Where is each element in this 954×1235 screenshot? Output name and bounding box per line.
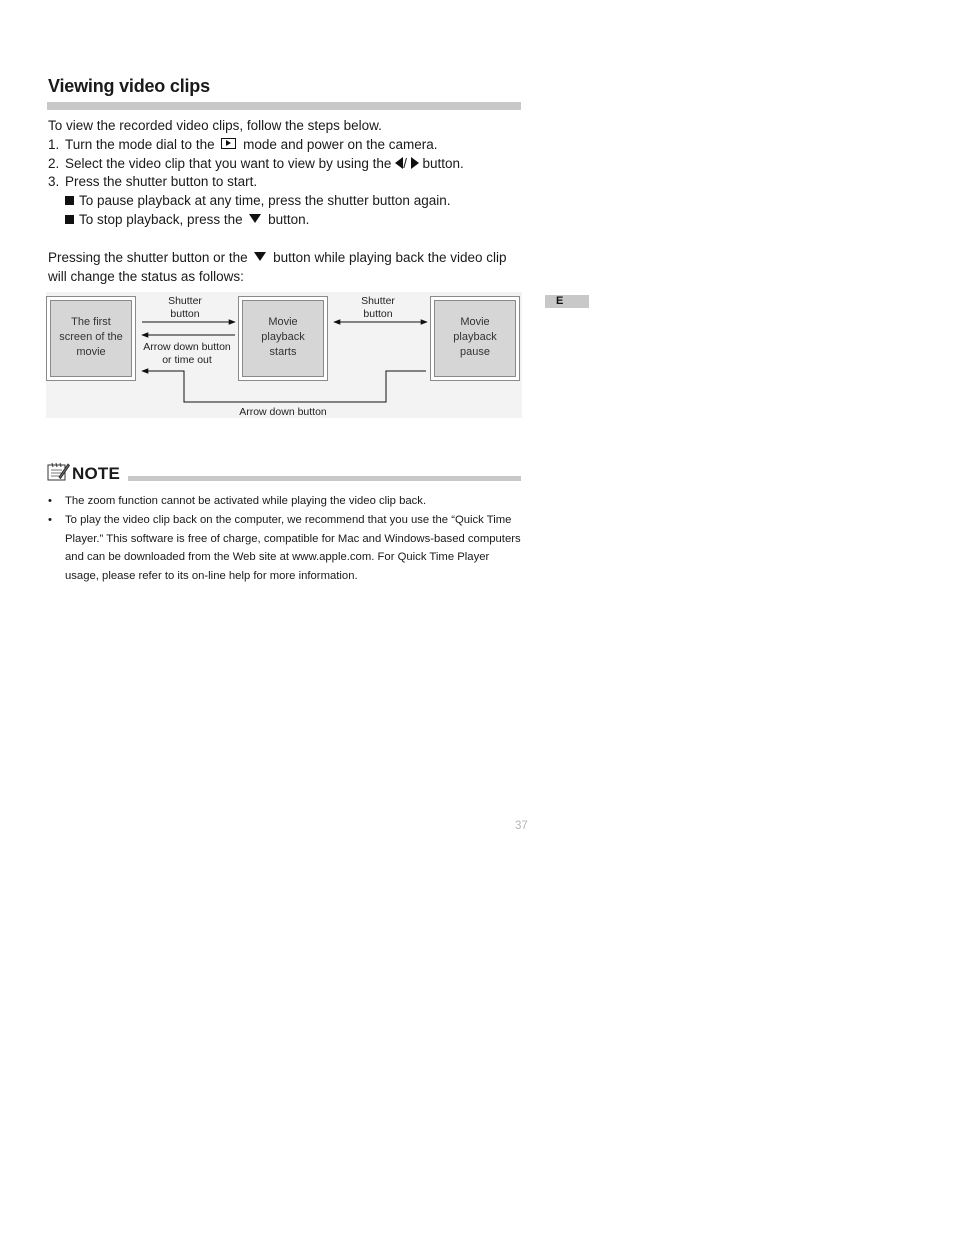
step-3 [48, 173, 528, 192]
arrow-label-back: Arrow down button [143, 341, 231, 353]
page-title: Viewing video clips [48, 76, 210, 96]
step-2 [48, 155, 528, 174]
playback-status-diagram [46, 292, 526, 422]
square-bullet-icon [65, 196, 74, 205]
state-label: pause [460, 346, 490, 358]
state-label: starts [269, 346, 297, 358]
substep-pause [48, 192, 528, 211]
status-paragraph [48, 248, 524, 286]
state-label: The first [71, 316, 111, 328]
note-divider-bar [128, 476, 521, 481]
status-text: button while playing back the video clip will change the status as follows: [48, 250, 507, 284]
state-label: playback [261, 331, 305, 343]
arrow-label-shutter: button [363, 308, 393, 320]
note-label: NOTE [72, 464, 121, 483]
state-label: screen of the [59, 331, 123, 343]
step-number: 3. [48, 174, 60, 190]
language-tab: E [545, 295, 589, 308]
arrow-label-back: or time out [162, 354, 212, 366]
step-text: button. [422, 155, 464, 171]
state-label: movie [76, 346, 106, 358]
list-item: • To play the video clip back on the computer, we recommend that you use the “Quick Time Player.” This software is free of charge, compatible for Mac and Windows-based computers and can be downloaded from the Web site at www.apple.com. For Quick Time Player usage, please refer to its on-line help for more information. [48, 511, 524, 586]
playback-icon [221, 138, 236, 149]
arrow-label-shutter: button [170, 308, 200, 320]
state-box-first-screen [47, 297, 136, 381]
step-number: 1. [48, 136, 60, 152]
state-box-playback-starts [239, 297, 328, 381]
step-text: Select the video clip that you want to view by using the [65, 155, 392, 171]
arrow-label-bottom: Arrow down button [239, 406, 327, 418]
title-divider-bar [47, 102, 521, 110]
substep-stop [48, 211, 528, 230]
status-text: Pressing the shutter button or the [48, 250, 248, 265]
substep-text: To pause playback at any time, press the shutter button again. [79, 193, 451, 209]
step-number: 2. [48, 155, 60, 171]
step-text: mode and power on the camera. [243, 136, 438, 152]
note-pad-icon [46, 460, 70, 482]
list-item: • The zoom function cannot be activated while playing the video clip back. [48, 492, 524, 511]
state-label: playback [453, 331, 497, 343]
state-label: Movie [268, 316, 298, 328]
separator: / [403, 155, 407, 171]
step-1 [48, 136, 528, 155]
down-arrow-icon [254, 252, 266, 261]
note-header [46, 460, 522, 484]
down-arrow-icon [249, 214, 261, 223]
step-text: Turn the mode dial to the [65, 136, 215, 152]
state-box-playback-pause [431, 297, 520, 381]
page-number: 37 [515, 820, 528, 832]
state-label: Movie [460, 316, 490, 328]
arrow-label-shutter: Shutter [168, 295, 202, 307]
right-arrow-icon [411, 157, 419, 169]
note-list [48, 492, 524, 586]
substep-text: button. [268, 211, 310, 227]
instructions [48, 117, 528, 230]
square-bullet-icon [65, 215, 74, 224]
arrow-label-shutter: Shutter [361, 295, 395, 307]
step-text: Press the shutter button to start. [65, 174, 258, 190]
intro-text: To view the recorded video clips, follow the steps below. [48, 118, 382, 133]
substep-text: To stop playback, press the [79, 211, 243, 227]
